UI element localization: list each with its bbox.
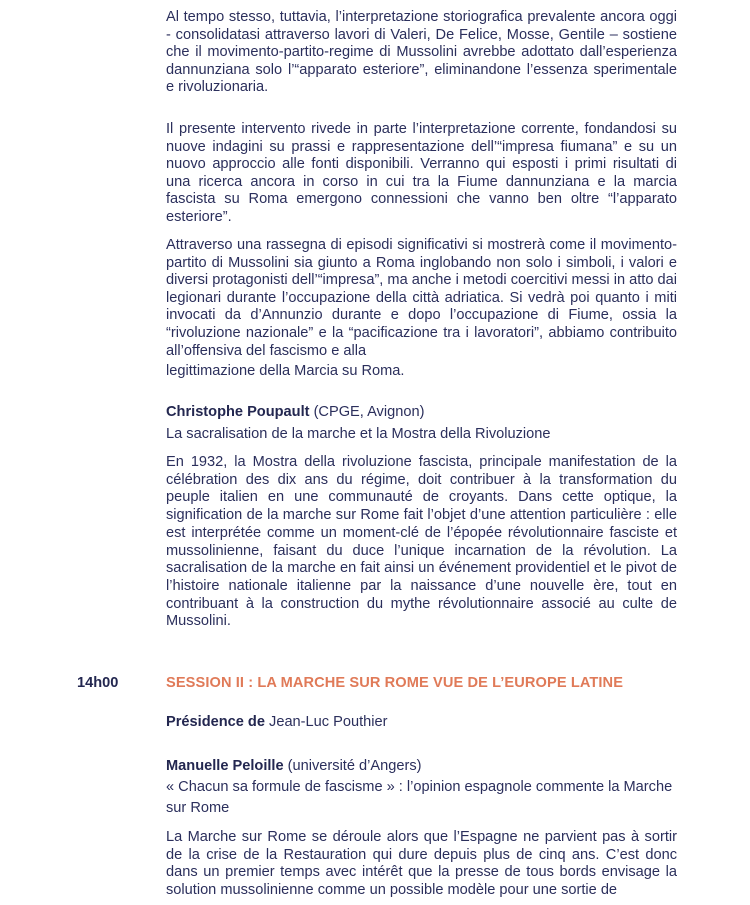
paragraph-presente-intervento: Il presente intervento rivede in parte l’interpretazione corrente, fondandosi su nuove indagini su prassi e rappresentazione dell’“impresa fiumana” e su un nuovo approccio alle fonti disponibili. Verranno qui esposti i primi risultati di una ricerca ancora in corso in cui tra la Fiume dannunziana e la marcia fascista su Roma emergono connessioni che vanno ben oltre “l’apparato esteriore”. [166,121,677,225]
session-time: 14h00 [77,675,119,691]
presidence-line [166,713,677,731]
paragraph-interpretazione: Al tempo stesso, tuttavia, l’interpretazione storiografica prevalente ancora oggi - consolidatasi attraverso lavori di Valeri, De Felice, Mosse, Gentile – sostiene che il movimento-partito-regime di Mussolini avrebbe adottato dall’esperienza dannunziana solo l’“apparato esteriore”, eliminandone l’essenza sperimentale e rivoluzionaria. [166,9,677,96]
paragraph-espagne-restauration: La Marche sur Rome se déroule alors que l’Espagne ne parvient pas à sortir de la crise de la Restauration qui dure depuis plus de cinq ans. C’est donc dans un premier temps avec intérêt que la presse de tous bords envisage la solution mussolinienne comme un possible modèle pour une sortie de [166,829,677,898]
speaker-line-peloille [166,757,677,775]
speaker-name: Manuelle Peloille [166,758,284,774]
talk-title-chacun-sa-formule: « Chacun sa formule de fascisme » : l’opinion espagnole commente la Marche sur Rome [166,779,673,816]
speaker-affiliation: (université d’Angers) [283,758,422,774]
talk-title-sacralisation: La sacralisation de la marche et la Mostra della Rivoluzione [166,426,551,442]
speaker-name: Christophe Poupault [166,404,310,420]
speaker-affiliation: (CPGE, Avignon) [309,404,425,420]
presidence-name: Jean-Luc Pouthier [269,714,388,730]
paragraph-rassegna-episodi [166,237,677,381]
speaker-line-poupault [166,403,677,421]
session-title: SESSION II : LA MARCHE SUR ROME VUE DE L’EUROPE LATINE [166,675,624,691]
presidence-label: Présidence de [166,714,270,730]
paragraph-mostra-1932: En 1932, la Mostra della rivoluzione fascista, principale manifestation de la célébration des dix ans du régime, doit contribuer à la transformation du peuple italien en une communauté de croyants. Dans cette optique, la signification de la marche sur Rome fait l’objet d’une attention particulière : elle est interprétée comme un moment-clé de l’épopée révolutionnaire fasciste et mussolinienne, faisant du duce l’unique incarnation de la révolution. La sacralisation de la marche en fait ainsi un événement providentiel et le pivot de l’histoire nationale italienne par la naissance d’une nouvelle ère, tout en contribuant à la construction du mythe révolutionnaire associé au culte de Mussolini. [166,454,677,630]
paragraph-rassegna-last-line: legittimazione della Marcia su Roma. [166,363,405,380]
paragraph-rassegna-body: Attraverso una rassegna di episodi significativi si mostrerà come il movimento-partito di Mussolini sia giunto a Roma inglobando non solo i simboli, i valori e diversi protagonisti dell’“impresa”, ma anche i metodi coercitivi messi in atto dai legionari durante l’occupazione della città adriatica. Si vedrà poi quanto i miti invocati da d’Annunzio durante e dopo l’occupazione di Fiume, ossia la “rivoluzione nazionale” e la “pacificazione tra i lavoratori”, abbiamo contribuito all’offensiva del fascismo e alla [166,237,677,359]
